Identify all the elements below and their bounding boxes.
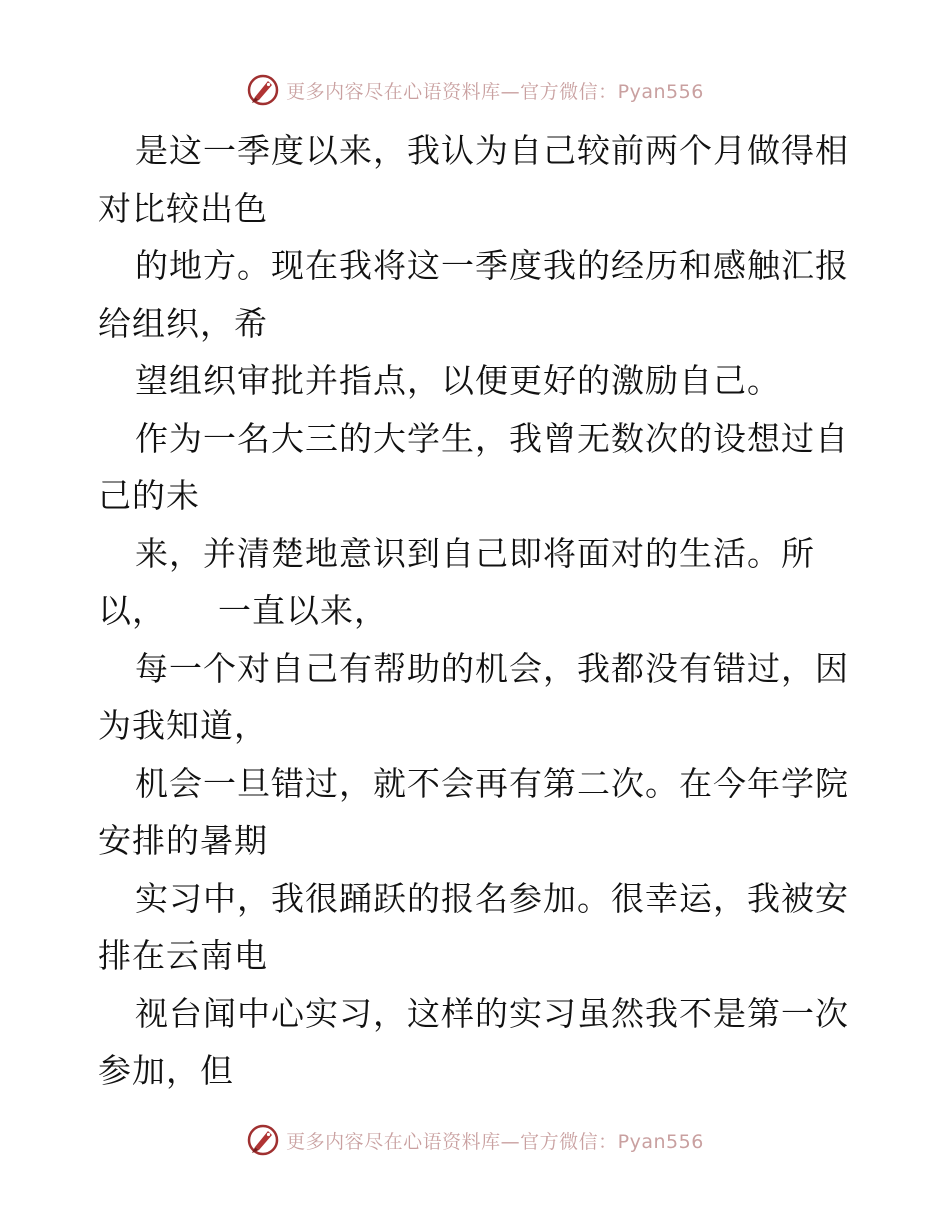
text-fragment: 一直以来， (218, 591, 388, 630)
text-line: 的地方。现在我将这一季度我的经历和感触汇报 (135, 246, 849, 285)
text-line: 机会一旦错过，就不会再有第二次。在今年学院 (135, 763, 849, 803)
text-line: 是这一季度以来，我认为自己较前两个月做得相 (135, 131, 849, 170)
text-line: 每一个对自己有帮助的机会，我都没有错过，因 (135, 648, 849, 688)
text-line: 来，并清楚地意识到自己即将面对的生活。所 (135, 533, 815, 573)
header-banner (0, 70, 950, 110)
text-line: 己的未 (98, 476, 200, 515)
text-line: 给组织，希 (98, 303, 268, 343)
header-banner-text: 更多内容尽在心语资料库—官方微信：Pyan556 (286, 80, 704, 103)
footer-banner (0, 1120, 950, 1160)
text-line: 作为一名大三的大学生，我曾无数次的设想过自 (135, 418, 849, 458)
document-body (98, 122, 858, 1100)
text-fragment: 以， (98, 591, 166, 630)
text-line: 排在云南电 (98, 936, 268, 975)
text-line: 对比较出色 (98, 188, 268, 228)
text-line: 安排的暑期 (98, 821, 268, 860)
pen-logo-icon (246, 73, 280, 107)
text-line: 为我知道， (98, 706, 268, 745)
text-line: 参加，但 (98, 1051, 234, 1090)
text-line: 视台闻中心实习，这样的实习虽然我不是第一次 (135, 993, 849, 1033)
pen-logo-icon (246, 1123, 280, 1157)
text-line: 望组织审批并指点，以便更好的激励自己。 (135, 361, 781, 400)
text-line: 实习中，我很踊跃的报名参加。很幸运，我被安 (135, 878, 849, 918)
text-line-split (98, 582, 858, 640)
footer-banner-text: 更多内容尽在心语资料库—官方微信：Pyan556 (286, 1130, 704, 1153)
